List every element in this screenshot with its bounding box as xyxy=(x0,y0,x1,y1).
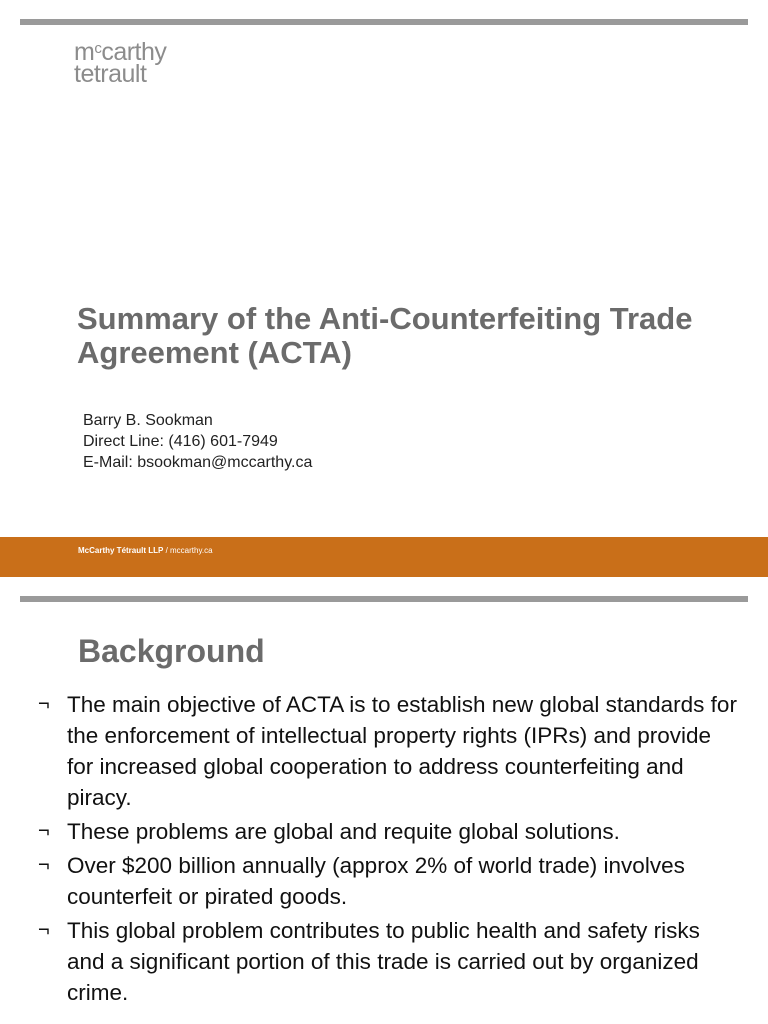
list-item xyxy=(38,689,738,813)
presenter-name: Barry B. Sookman xyxy=(83,412,213,429)
slide-heading: Background xyxy=(78,633,265,669)
bullet-icon: ¬ xyxy=(38,919,50,941)
bullet-text: These problems are global and requite global solutions. xyxy=(67,819,620,844)
list-item xyxy=(38,816,738,847)
footer-bar xyxy=(0,537,768,577)
top-divider xyxy=(20,19,748,25)
bullet-list xyxy=(38,689,738,1011)
direct-line: Direct Line: (416) 601-7949 xyxy=(83,433,278,450)
bullet-text: Over $200 billion annually (approx 2% of world trade) involves counterfeit or pirated goods. xyxy=(67,853,685,909)
footer-firm-name: McCarthy Tétrault LLP xyxy=(78,546,164,555)
bullet-text: The main objective of ACTA is to establish new global standards for the enforcement of intellectual property rights (IPRs) and provide for increased global cooperation to address counterfeiting and piracy. xyxy=(67,692,737,810)
bullet-icon: ¬ xyxy=(38,854,50,876)
list-item xyxy=(38,850,738,912)
contact-block xyxy=(83,410,312,473)
list-item xyxy=(38,915,738,1008)
footer-website: mccarthy.ca xyxy=(170,546,213,555)
bullet-icon: ¬ xyxy=(38,693,50,715)
top-divider xyxy=(20,596,748,602)
presentation-title: Summary of the Anti-Counterfeiting Trade Agreement (ACTA) xyxy=(77,301,693,370)
email-address: E-Mail: bsookman@mccarthy.ca xyxy=(83,454,313,471)
background-slide xyxy=(0,588,768,1024)
mccarthy-tetrault-logo: $m^ccarthy$ tetrault xyxy=(74,38,167,88)
bullet-icon: ¬ xyxy=(38,820,50,842)
bullet-text: This global problem contributes to public health and safety risks and a significant portion of this trade is carried out by organized crime. xyxy=(67,918,700,1005)
footer-separator: / xyxy=(163,546,171,555)
